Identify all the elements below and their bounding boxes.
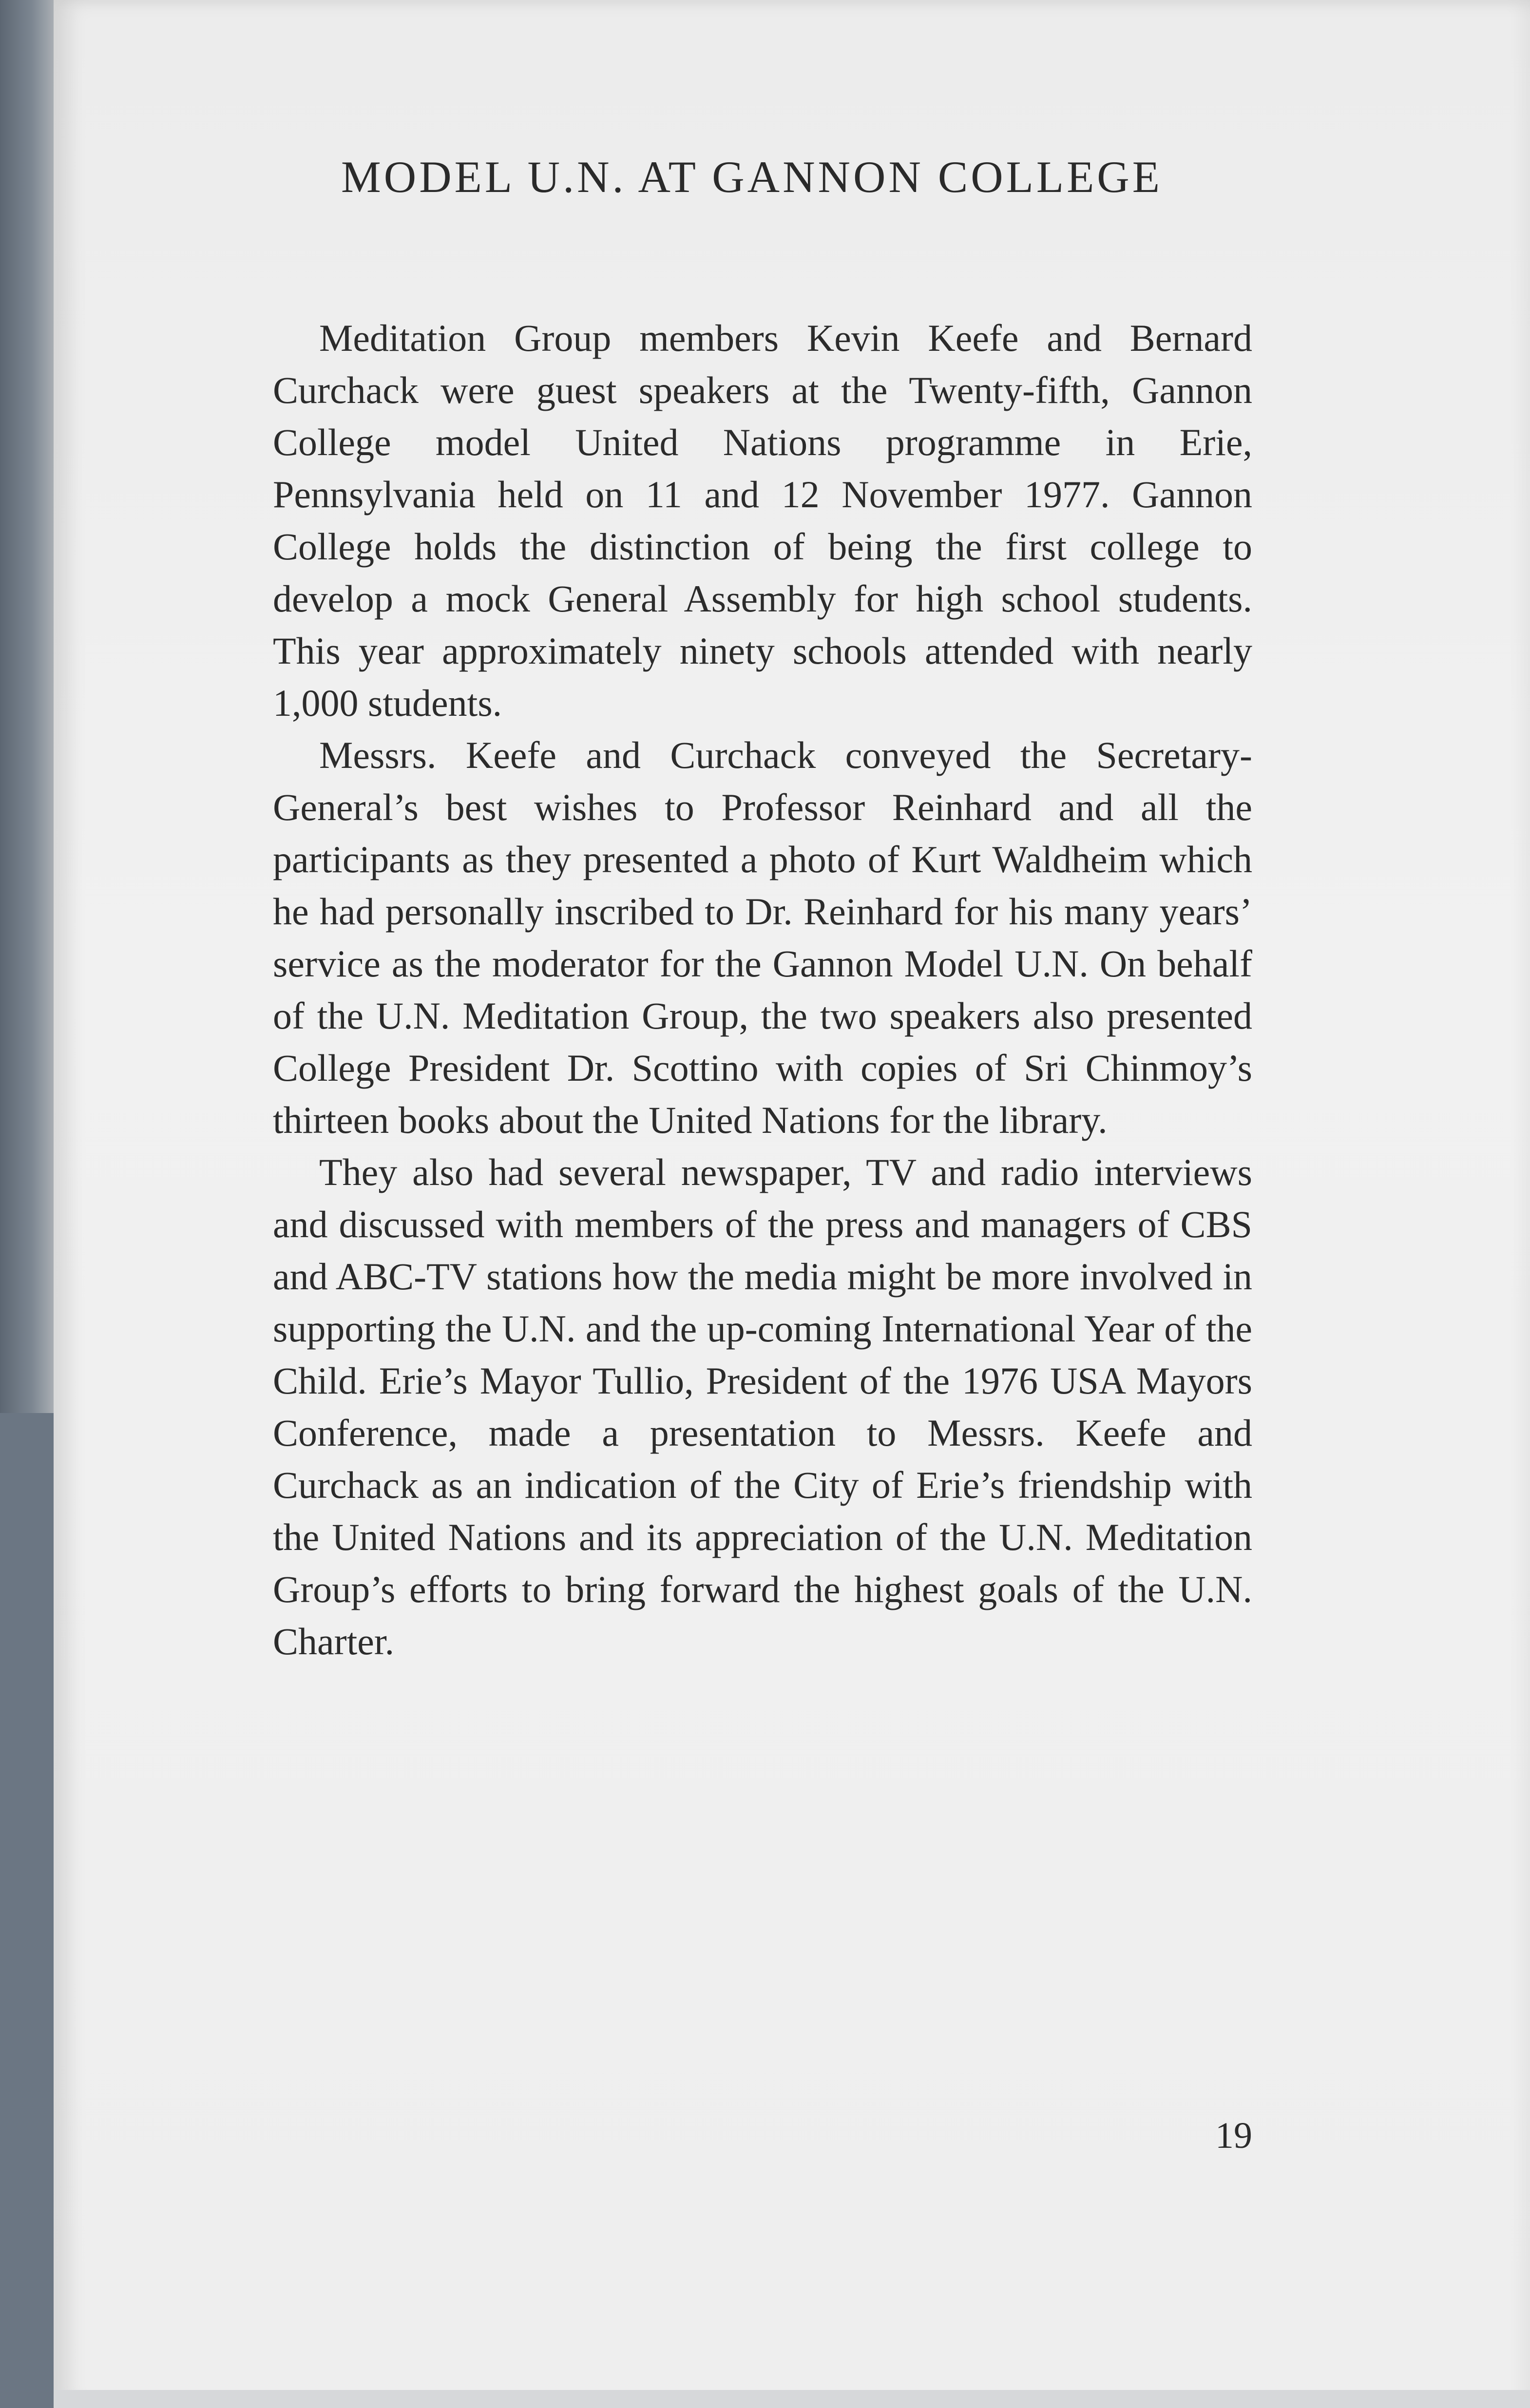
page-number: 19 [1215,2115,1252,2156]
page-title: MODEL U.N. AT GANNON COLLEGE [341,152,1163,202]
paragraph-1: Meditation Group members Kevin Keefe and Bernard Curchack were guest speakers at the Twenty-fifth, Gannon College model United Nations programme in Erie, Pennsylvania held on 11 and 12 November 1977. Gannon College holds the distinction of being the first college to develop a mock General Assembly for high school students. This year approximately ninety schools attended with nearly 1,000 students. [273,317,1252,724]
paragraph-3: They also had several newspaper, TV and radio interviews and discussed with members of the press and managers of CBS and ABC-TV stations how the media might be more involved in supporting the U.N. and the up-coming International Year of the Child. Erie’s Mayor Tullio, President of the 1976 USA Mayors Conference, made a presentation to Messrs. Keefe and Curchack as an indication of the City of Erie’s friendship with the United Nations and its appreciation of the U.N. Meditation Group’s efforts to bring forward the highest goals of the U.N. Charter. [273,1151,1252,1663]
scan-shadow-lower [0,1413,58,2408]
article-body [273,312,1252,1667]
page-bottom-edge [54,2390,1530,2408]
paragraph-2: Messrs. Keefe and Curchack conveyed the Secretary-General’s best wishes to Professor Reinhard and all the participants as they presented a photo of Kurt Waldheim which he had personally inscribed to Dr. Reinhard for his many years’ service as the moderator for the Gannon Model U.N. On behalf of the U.N. Meditation Group, the two speakers also presented College President Dr. Scottino with copies of Sri Chinmoy’s thirteen books about the United Nations for the library. [273,734,1252,1141]
